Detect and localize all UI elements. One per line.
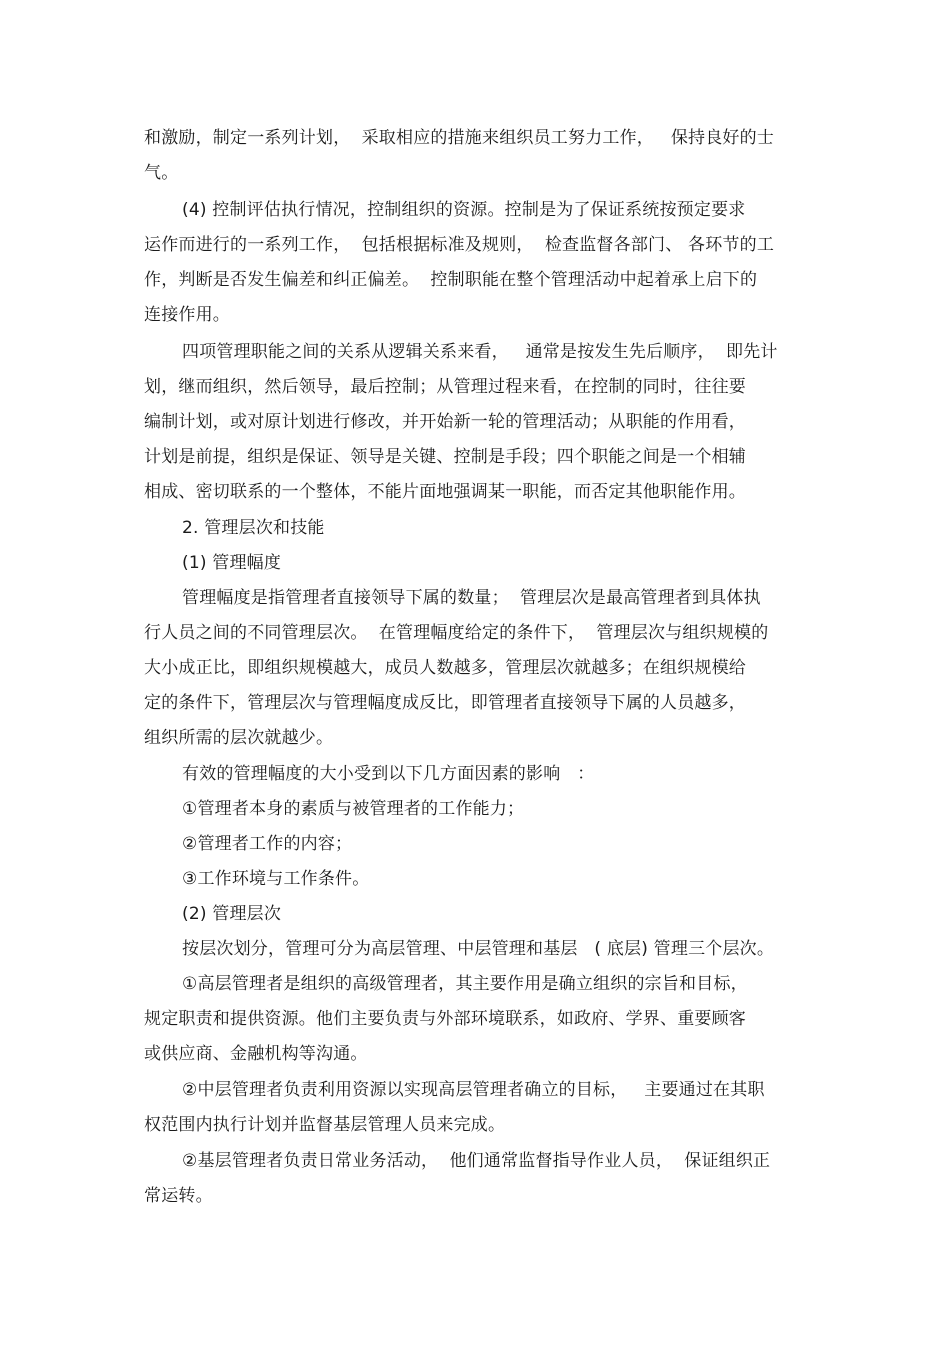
text-line: (4) 控制评估执行情况，控制组织的资源。控制是为了保证系统按预定要求: [182, 200, 746, 220]
text-line: 划，继而组织，然后领导，最后控制；从管理过程来看，在控制的同时，往往要: [144, 377, 746, 397]
text-line: 行人员之间的不同管理层次。 在管理幅度给定的条件下， 管理层次与组织规模的: [144, 623, 769, 643]
text-line: 气。: [144, 163, 179, 183]
text-line: 四项管理职能之间的关系从逻辑关系来看， 通常是按发生先后顺序， 即先计: [182, 342, 778, 362]
text-line: 编制计划，或对原计划进行修改，并开始新一轮的管理活动；从职能的作用看，: [144, 412, 746, 432]
subsection-heading: (2) 管理层次: [182, 904, 282, 924]
text-line: 常运转。: [144, 1186, 213, 1206]
text-line: 组织所需的层次就越少。: [144, 728, 334, 748]
list-item: ②管理者工作的内容；: [182, 834, 353, 854]
text-line: 或供应商、金融机构等沟通。: [144, 1044, 368, 1064]
list-item: ③工作环境与工作条件。: [182, 869, 370, 889]
list-item: ①高层管理者是组织的高级管理者，其主要作用是确立组织的宗旨和目标，: [182, 974, 748, 994]
text-line: 按层次划分，管理可分为高层管理、中层管理和基层 ( 底层) 管理三个层次。: [182, 939, 775, 959]
text-line: 相成、密切联系的一个整体，不能片面地强调某一职能，而否定其他职能作用。: [144, 482, 746, 502]
text-line: 有效的管理幅度的大小受到以下几方面因素的影响 ：: [182, 764, 595, 784]
text-line: 定的条件下，管理层次与管理幅度成反比，即管理者直接领导下属的人员越多，: [144, 693, 746, 713]
list-item: ①管理者本身的素质与被管理者的工作能力；: [182, 799, 525, 819]
text-line: 连接作用。: [144, 305, 230, 325]
text-line: 作，判断是否发生偏差和纠正偏差。 控制职能在整个管理活动中起着承上启下的: [144, 270, 758, 290]
list-item: ②基层管理者负责日常业务活动， 他们通常监督指导作业人员， 保证组织正: [182, 1151, 771, 1171]
text-line: 大小成正比，即组织规模越大，成员人数越多，管理层次就越多；在组织规模给: [144, 658, 746, 678]
text-line: 规定职责和提供资源。他们主要负责与外部环境联系，如政府、学界、重要顾客: [144, 1009, 746, 1029]
list-item: ②中层管理者负责利用资源以实现高层管理者确立的目标， 主要通过在其职: [182, 1080, 765, 1100]
text-line: 计划是前提，组织是保证、领导是关键、控制是手段；四个职能之间是一个相辅: [144, 447, 746, 467]
subsection-heading: (1) 管理幅度: [182, 553, 282, 573]
text-line: 运作而进行的一系列工作， 包括根据标准及规则， 检查监督各部门、 各环节的工: [144, 235, 775, 255]
text-line: 权范围内执行计划并监督基层管理人员来完成。: [144, 1115, 506, 1135]
text-line: 和激励，制定一系列计划， 采取相应的措施来组织员工努力工作， 保持良好的士: [144, 128, 775, 148]
text-line: 管理幅度是指管理者直接领导下属的数量； 管理层次是最高管理者到具体执: [182, 588, 761, 608]
section-heading: 2. 管理层次和技能: [182, 518, 325, 538]
